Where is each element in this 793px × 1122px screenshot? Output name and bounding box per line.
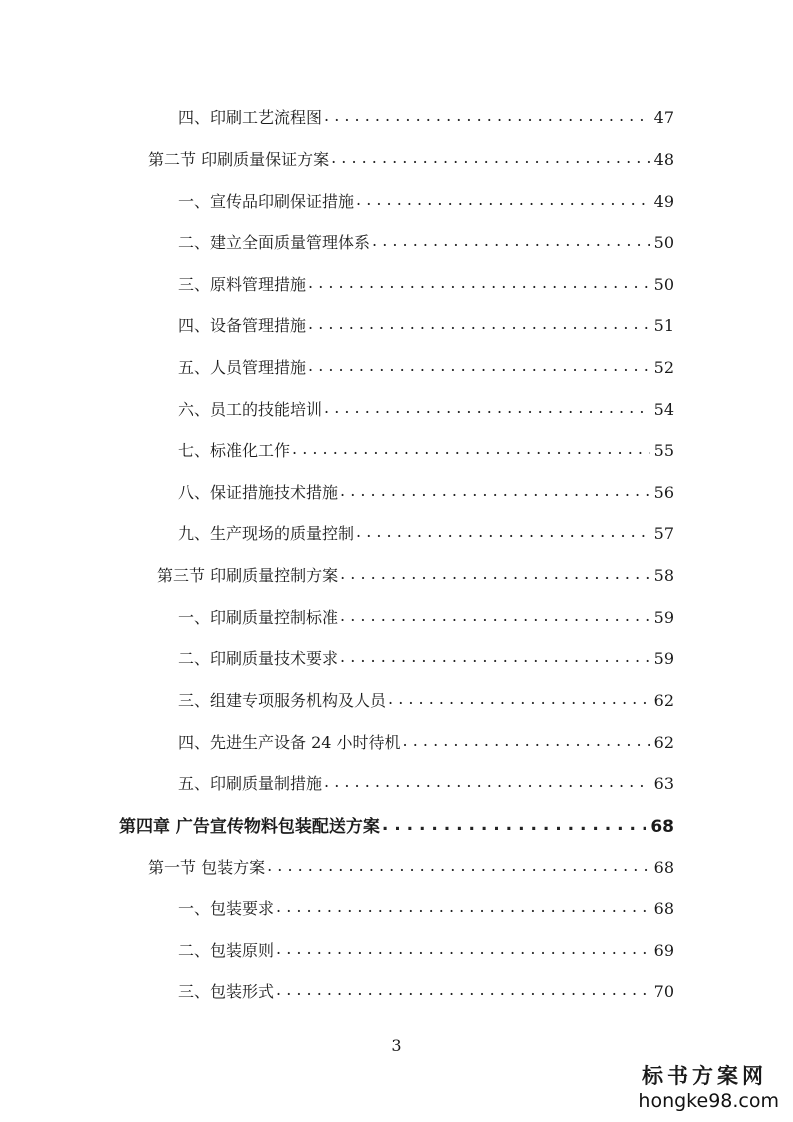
toc-entry[interactable] xyxy=(178,271,674,295)
toc-entry-label: 三、组建专项服务机构及人员 xyxy=(178,691,387,710)
toc-entry-page: 62 xyxy=(653,691,674,710)
toc-entry[interactable] xyxy=(178,604,674,628)
toc-dot-leader xyxy=(340,481,650,501)
toc-entry-page: 47 xyxy=(653,108,674,127)
toc-entry[interactable] xyxy=(178,396,674,420)
toc-dot-leader xyxy=(340,647,650,667)
toc-entry-page: 50 xyxy=(653,233,674,252)
toc-entry-label: 一、包装要求 xyxy=(178,899,275,918)
toc-entry-label: 四、先进生产设备 24 小时待机 xyxy=(178,733,401,752)
toc-dot-leader xyxy=(356,522,650,542)
toc-dot-leader xyxy=(340,564,650,584)
watermark xyxy=(629,1060,779,1112)
toc-dot-leader xyxy=(356,190,650,210)
toc-entry-label: 一、印刷质量控制标准 xyxy=(178,608,339,627)
toc-dot-leader xyxy=(324,106,650,126)
toc-entry[interactable] xyxy=(178,729,674,753)
toc-entry[interactable] xyxy=(178,978,674,1002)
toc-dot-leader xyxy=(372,231,650,251)
toc-entry[interactable] xyxy=(178,895,674,919)
toc-entry-page: 58 xyxy=(653,566,674,585)
toc-dot-leader xyxy=(388,689,650,709)
toc-dot-leader xyxy=(340,606,650,626)
toc-dot-leader xyxy=(382,815,646,835)
toc-entry-page: 68 xyxy=(650,817,674,837)
toc-entry[interactable] xyxy=(178,354,674,378)
toc-entry-page: 70 xyxy=(653,982,674,1001)
toc-entry-label: 八、保证措施技术措施 xyxy=(178,483,339,502)
toc-dot-leader xyxy=(276,897,650,917)
toc-dot-leader xyxy=(324,772,650,792)
toc-entry-page: 62 xyxy=(653,733,674,752)
toc-entry-page: 54 xyxy=(653,400,674,419)
toc-entry-page: 49 xyxy=(653,192,674,211)
toc-entry-page: 68 xyxy=(653,858,674,877)
toc-entry[interactable] xyxy=(178,104,674,128)
toc-entry-label: 三、原料管理措施 xyxy=(178,275,307,294)
toc-entry-label: 四、印刷工艺流程图 xyxy=(178,108,323,127)
toc-dot-leader xyxy=(267,856,650,876)
toc-entry-label: 六、员工的技能培训 xyxy=(178,400,323,419)
toc-entry-label: 二、包装原则 xyxy=(178,941,275,960)
toc-entry[interactable] xyxy=(178,937,674,961)
toc-entry-label: 三、包装形式 xyxy=(178,982,275,1001)
toc-entry-label: 五、印刷质量制措施 xyxy=(178,774,323,793)
toc-entry-label: 第一节 包装方案 xyxy=(148,858,266,877)
toc-dot-leader xyxy=(308,314,650,334)
toc-entry-label: 七、标准化工作 xyxy=(178,441,291,460)
toc-dot-leader xyxy=(276,980,650,1000)
toc-dot-leader xyxy=(331,148,650,168)
toc-dot-leader xyxy=(276,939,650,959)
toc-entry[interactable] xyxy=(178,645,674,669)
toc-entry-page: 52 xyxy=(653,358,674,377)
toc-dot-leader xyxy=(308,356,650,376)
watermark-title: 标书方案网 xyxy=(642,1063,767,1088)
toc-entry[interactable] xyxy=(178,520,674,544)
toc-entry-page: 59 xyxy=(653,649,674,668)
toc-entry-page: 48 xyxy=(653,150,674,169)
toc-dot-leader xyxy=(292,439,650,459)
toc-entry[interactable] xyxy=(178,229,674,253)
toc-entry[interactable] xyxy=(178,687,674,711)
toc-entry[interactable] xyxy=(178,188,674,212)
toc-entry[interactable] xyxy=(157,562,674,586)
toc-dot-leader xyxy=(403,731,650,751)
toc-entry-page: 50 xyxy=(653,275,674,294)
toc-entry[interactable] xyxy=(178,312,674,336)
toc-entry-page: 63 xyxy=(653,774,674,793)
toc-entry-label: 第三节 印刷质量控制方案 xyxy=(157,566,339,585)
toc-dot-leader xyxy=(324,398,650,418)
toc-entry[interactable] xyxy=(148,146,674,170)
toc-entry[interactable] xyxy=(178,479,674,503)
toc-entry-label: 一、宣传品印刷保证措施 xyxy=(178,192,355,211)
toc-dot-leader xyxy=(308,273,650,293)
toc-entry[interactable] xyxy=(178,437,674,461)
page-number: 3 xyxy=(391,1036,402,1055)
toc-entry-label: 二、印刷质量技术要求 xyxy=(178,649,339,668)
toc-entry-label: 五、人员管理措施 xyxy=(178,358,307,377)
toc-entry-label: 第四章 广告宣传物料包装配送方案 xyxy=(119,817,380,837)
toc-entry-page: 59 xyxy=(653,608,674,627)
toc-entry-label: 第二节 印刷质量保证方案 xyxy=(148,150,330,169)
toc-entry[interactable] xyxy=(178,770,674,794)
toc-entry-page: 57 xyxy=(653,524,674,543)
toc-entry-page: 55 xyxy=(653,441,674,460)
toc-entry[interactable] xyxy=(148,854,674,878)
watermark-url: hongke98.com xyxy=(638,1090,779,1112)
toc-entry-page: 56 xyxy=(653,483,674,502)
toc-entry-label: 二、建立全面质量管理体系 xyxy=(178,233,371,252)
toc-entry-page: 69 xyxy=(653,941,674,960)
toc-entry-page: 51 xyxy=(653,316,674,335)
toc-entry-page: 68 xyxy=(653,899,674,918)
toc-entry-label: 九、生产现场的质量控制 xyxy=(178,524,355,543)
toc-entry-chapter[interactable] xyxy=(119,813,674,837)
toc-entry-label: 四、设备管理措施 xyxy=(178,316,307,335)
